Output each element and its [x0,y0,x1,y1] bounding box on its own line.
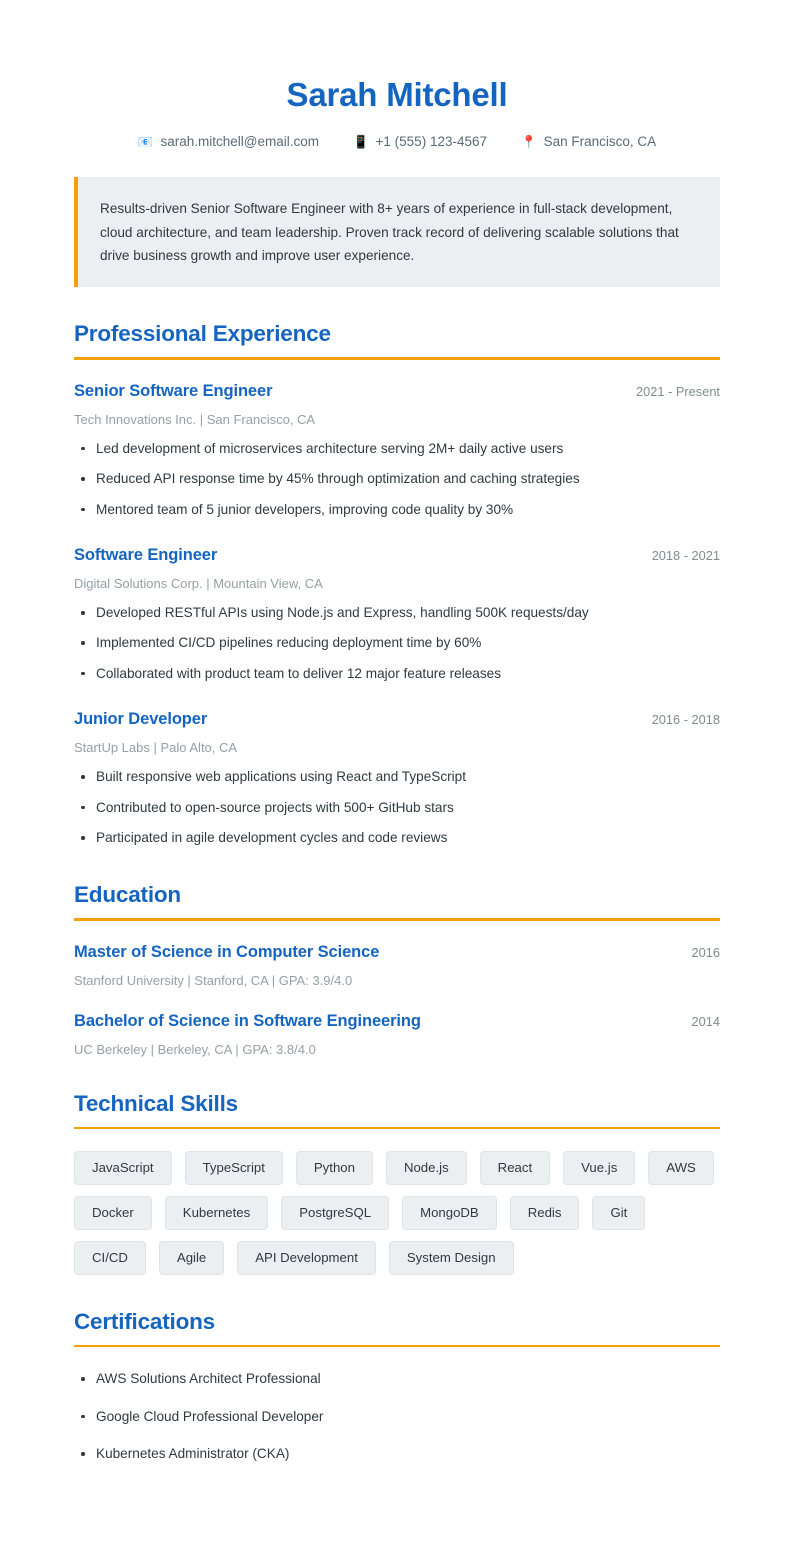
education-entries [74,943,720,1057]
professional-summary: Results-driven Senior Software Engineer with 8+ years of experience in full-stack development, cloud architecture, and team leadership. Proven track record of delivering scalable solutions that drive business growth and improve user experience. [74,177,720,287]
candidate-name: Sarah Mitchell [286,76,508,113]
skill-tag[interactable]: AWS [648,1151,714,1185]
section-divider [74,357,720,360]
section-title-experience: Professional Experience [74,321,331,347]
contact-bar [74,134,720,149]
skill-tag[interactable]: Python [296,1151,373,1185]
section-skills [74,1091,720,1275]
skill-tag[interactable]: Git [592,1196,645,1230]
job-bullet: Mentored team of 5 junior developers, improving code quality by 30% [74,500,720,520]
job-bullet: Implemented CI/CD pipelines reducing deployment time by 60% [74,633,720,653]
section-title-certifications: Certifications [74,1308,215,1334]
job-title: Junior Developer [74,710,208,729]
contact-text: +1 (555) 123-4567 [375,134,487,150]
graduation-year: 2014 [691,1013,720,1029]
education-entry [74,943,720,988]
degree-title: Bachelor of Science in Software Engineering [74,1011,421,1030]
certification-item: Kubernetes Administrator (CKA) [74,1444,720,1464]
skill-tag[interactable]: Agile [159,1241,224,1275]
contact-item[interactable] [353,134,487,149]
contact-item[interactable] [521,134,656,149]
graduation-year: 2016 [691,944,720,960]
skill-tag[interactable]: Docker [74,1196,152,1230]
job-date-range: 2018 - 2021 [651,548,720,564]
email-icon: 📧 [137,134,154,149]
skill-tag[interactable]: CI/CD [74,1241,146,1275]
job-bullet-list [74,439,720,520]
experience-entry [74,382,720,520]
company-location: Tech Innovations Inc. | San Francisco, CA [74,411,316,427]
skill-tag[interactable]: Redis [510,1196,580,1230]
job-bullet-list [74,603,720,684]
skill-tag[interactable]: PostgreSQL [281,1196,389,1230]
job-bullet: Contributed to open-source projects with 500+ GitHub stars [74,798,720,818]
resume-header [74,74,720,149]
job-title: Software Engineer [74,546,218,565]
company-location: StartUp Labs | Palo Alto, CA [74,740,238,756]
skill-tag[interactable]: Vue.js [563,1151,635,1185]
education-entry [74,1012,720,1057]
skill-tag[interactable]: API Development [237,1241,376,1275]
certification-item: Google Cloud Professional Developer [74,1407,720,1427]
section-experience [74,321,720,848]
contact-text: San Francisco, CA [543,134,657,150]
entry-header [74,1012,720,1031]
job-date-range: 2021 - Present [636,383,720,399]
school-location-gpa: Stanford University | Stanford, CA | GPA: 3.9/4.0 [74,972,353,988]
job-bullet: Collaborated with product team to deliver 12 major feature releases [74,664,720,684]
degree-title: Master of Science in Computer Science [74,942,380,961]
experience-entry [74,710,720,848]
job-bullet: Led development of microservices architecture serving 2M+ daily active users [74,439,720,459]
skill-tag[interactable]: MongoDB [402,1196,497,1230]
skill-tag-list [74,1151,720,1275]
entry-header [74,943,720,962]
section-divider [74,1127,720,1130]
job-bullet: Participated in agile development cycles and code reviews [74,828,720,848]
contact-text: sarah.mitchell@email.com [160,134,319,150]
job-bullet: Reduced API response time by 45% through optimization and caching strategies [74,469,720,489]
entry-header [74,382,720,401]
entry-header [74,546,720,565]
entry-header [74,710,720,729]
skill-tag[interactable]: TypeScript [185,1151,283,1185]
certification-item: AWS Solutions Architect Professional [74,1369,720,1389]
section-education [74,882,720,1057]
skill-tag[interactable]: System Design [389,1241,514,1275]
experience-entries [74,382,720,849]
company-location: Digital Solutions Corp. | Mountain View, CA [74,576,323,592]
job-bullet-list [74,767,720,848]
section-title-skills: Technical Skills [74,1090,238,1116]
skill-tag[interactable]: Kubernetes [165,1196,268,1230]
skill-tag[interactable]: React [480,1151,550,1185]
location-pin-icon: 📍 [521,134,537,149]
phone-icon: 📱 [352,134,369,149]
section-divider [74,1345,720,1348]
certification-list [74,1369,720,1464]
job-bullet: Developed RESTful APIs using Node.js and Express, handling 500K requests/day [74,603,720,623]
section-title-education: Education [74,882,181,908]
experience-entry [74,546,720,684]
contact-item[interactable] [138,134,319,149]
skill-tag[interactable]: Node.js [386,1151,467,1185]
job-title: Senior Software Engineer [74,381,273,400]
skill-tag[interactable]: JavaScript [74,1151,172,1185]
section-divider [74,918,720,921]
section-certifications [74,1309,720,1465]
job-date-range: 2016 - 2018 [651,712,720,728]
school-location-gpa: UC Berkeley | Berkeley, CA | GPA: 3.8/4.0 [74,1041,316,1057]
job-bullet: Built responsive web applications using React and TypeScript [74,767,720,787]
